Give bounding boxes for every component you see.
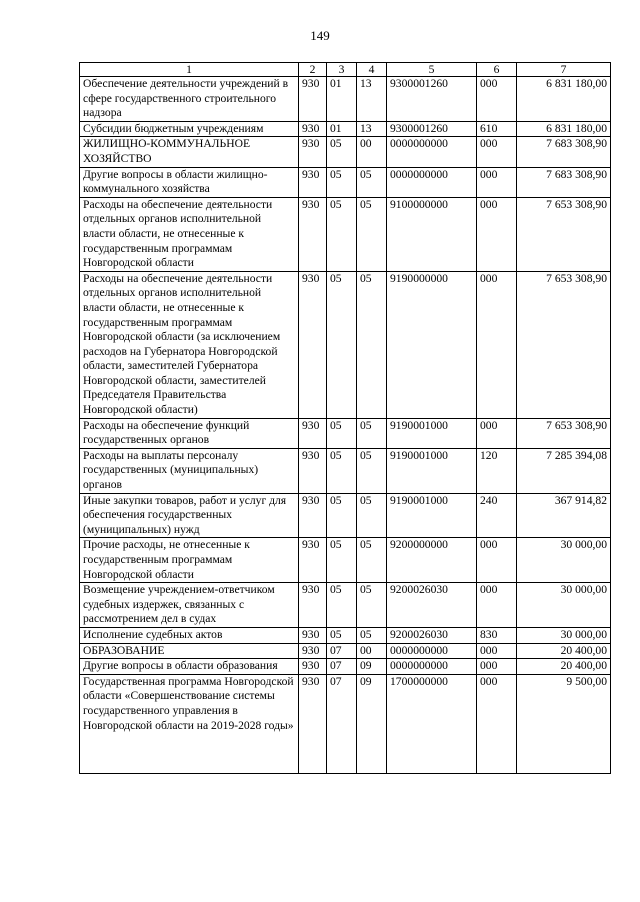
table-row bbox=[80, 627, 611, 643]
cell-section: 05 bbox=[327, 583, 357, 628]
cell-ministry-code: 930 bbox=[299, 271, 327, 418]
cell-expense-type: 000 bbox=[477, 418, 517, 448]
header-cell: 1 bbox=[80, 63, 299, 77]
cell-section: 01 bbox=[327, 77, 357, 122]
cell-section: 07 bbox=[327, 643, 357, 659]
cell-amount: 7 683 308,90 bbox=[517, 137, 611, 167]
cell-section: 05 bbox=[327, 418, 357, 448]
row-name: Расходы на обеспечение деятельности отдельных органов исполнительной власти области, не отнесенные к государственным программам Новгородской области bbox=[80, 197, 299, 271]
cell-section: 05 bbox=[327, 627, 357, 643]
cell-subsection: 05 bbox=[357, 197, 387, 271]
cell-ministry-code: 930 bbox=[299, 77, 327, 122]
row-name: Исполнение судебных актов bbox=[80, 627, 299, 643]
cell-subsection: 00 bbox=[357, 137, 387, 167]
cell-subsection: 05 bbox=[357, 271, 387, 418]
cell-ministry-code: 930 bbox=[299, 121, 327, 137]
table-row bbox=[80, 271, 611, 418]
cell-expense-type: 000 bbox=[477, 167, 517, 197]
cell-ministry-code: 930 bbox=[299, 627, 327, 643]
table-row bbox=[80, 583, 611, 628]
table-row bbox=[80, 674, 611, 773]
cell-expense-type: 000 bbox=[477, 583, 517, 628]
cell-target-article: 0000000000 bbox=[387, 137, 477, 167]
table-row bbox=[80, 659, 611, 675]
cell-subsection: 05 bbox=[357, 167, 387, 197]
row-name: Другие вопросы в области образования bbox=[80, 659, 299, 675]
cell-section: 05 bbox=[327, 137, 357, 167]
row-name: Прочие расходы, не отнесенные к государственным программам Новгородской области bbox=[80, 538, 299, 583]
cell-expense-type: 000 bbox=[477, 538, 517, 583]
cell-ministry-code: 930 bbox=[299, 137, 327, 167]
cell-ministry-code: 930 bbox=[299, 538, 327, 583]
cell-expense-type: 000 bbox=[477, 197, 517, 271]
cell-ministry-code: 930 bbox=[299, 493, 327, 538]
row-name: Возмещение учреждением-ответчиком судебных издержек, связанных с рассмотрением дел в судах bbox=[80, 583, 299, 628]
table-row bbox=[80, 643, 611, 659]
cell-section: 05 bbox=[327, 538, 357, 583]
header-cell: 7 bbox=[517, 63, 611, 77]
cell-target-article: 9200000000 bbox=[387, 538, 477, 583]
cell-target-article: 0000000000 bbox=[387, 167, 477, 197]
cell-section: 05 bbox=[327, 271, 357, 418]
header-cell: 5 bbox=[387, 63, 477, 77]
table-row bbox=[80, 493, 611, 538]
cell-ministry-code: 930 bbox=[299, 197, 327, 271]
cell-target-article: 0000000000 bbox=[387, 659, 477, 675]
cell-ministry-code: 930 bbox=[299, 643, 327, 659]
cell-subsection: 09 bbox=[357, 674, 387, 773]
cell-ministry-code: 930 bbox=[299, 659, 327, 675]
table-row bbox=[80, 167, 611, 197]
cell-amount: 20 400,00 bbox=[517, 659, 611, 675]
cell-expense-type: 000 bbox=[477, 137, 517, 167]
cell-target-article: 1700000000 bbox=[387, 674, 477, 773]
cell-expense-type: 000 bbox=[477, 77, 517, 122]
table-row bbox=[80, 197, 611, 271]
cell-amount: 7 683 308,90 bbox=[517, 167, 611, 197]
cell-amount: 30 000,00 bbox=[517, 538, 611, 583]
table-header-row bbox=[80, 63, 611, 77]
row-name: Обеспечение деятельности учреждений в сфере государственного строительного надзора bbox=[80, 77, 299, 122]
cell-section: 01 bbox=[327, 121, 357, 137]
cell-subsection: 00 bbox=[357, 643, 387, 659]
cell-target-article: 9190001000 bbox=[387, 448, 477, 493]
cell-section: 07 bbox=[327, 674, 357, 773]
cell-amount: 367 914,82 bbox=[517, 493, 611, 538]
cell-amount: 30 000,00 bbox=[517, 627, 611, 643]
cell-subsection: 05 bbox=[357, 538, 387, 583]
header-cell: 2 bbox=[299, 63, 327, 77]
table-row bbox=[80, 77, 611, 122]
cell-subsection: 05 bbox=[357, 448, 387, 493]
row-name: Иные закупки товаров, работ и услуг для обеспечения государственных (муниципальных) нужд bbox=[80, 493, 299, 538]
cell-expense-type: 000 bbox=[477, 674, 517, 773]
cell-target-article: 9200026030 bbox=[387, 583, 477, 628]
cell-expense-type: 000 bbox=[477, 643, 517, 659]
cell-expense-type: 000 bbox=[477, 659, 517, 675]
cell-subsection: 05 bbox=[357, 418, 387, 448]
cell-amount: 7 653 308,90 bbox=[517, 197, 611, 271]
cell-amount: 20 400,00 bbox=[517, 643, 611, 659]
cell-ministry-code: 930 bbox=[299, 448, 327, 493]
cell-section: 05 bbox=[327, 448, 357, 493]
cell-amount: 7 653 308,90 bbox=[517, 271, 611, 418]
cell-amount: 6 831 180,00 bbox=[517, 77, 611, 122]
cell-target-article: 0000000000 bbox=[387, 643, 477, 659]
cell-target-article: 9200026030 bbox=[387, 627, 477, 643]
header-cell: 6 bbox=[477, 63, 517, 77]
cell-ministry-code: 930 bbox=[299, 674, 327, 773]
row-name: Расходы на выплаты персоналу государственных (муниципальных) органов bbox=[80, 448, 299, 493]
cell-ministry-code: 930 bbox=[299, 167, 327, 197]
row-name: ОБРАЗОВАНИЕ bbox=[80, 643, 299, 659]
cell-amount: 30 000,00 bbox=[517, 583, 611, 628]
cell-target-article: 9190001000 bbox=[387, 493, 477, 538]
row-name: Государственная программа Новгородской области «Совершенствование системы государственного управления в Новгородской области на 2019-2028 годы» bbox=[80, 674, 299, 773]
table-row bbox=[80, 538, 611, 583]
page-number: 149 bbox=[310, 28, 330, 43]
row-name: Другие вопросы в области жилищно-коммунального хозяйства bbox=[80, 167, 299, 197]
cell-expense-type: 240 bbox=[477, 493, 517, 538]
cell-subsection: 05 bbox=[357, 583, 387, 628]
cell-amount: 7 285 394,08 bbox=[517, 448, 611, 493]
cell-subsection: 13 bbox=[357, 121, 387, 137]
header-cell: 3 bbox=[327, 63, 357, 77]
cell-section: 05 bbox=[327, 493, 357, 538]
cell-expense-type: 000 bbox=[477, 271, 517, 418]
cell-amount: 9 500,00 bbox=[517, 674, 611, 773]
budget-table bbox=[79, 62, 611, 774]
row-name: Субсидии бюджетным учреждениям bbox=[80, 121, 299, 137]
header-cell: 4 bbox=[357, 63, 387, 77]
cell-target-article: 9300001260 bbox=[387, 121, 477, 137]
cell-target-article: 9190001000 bbox=[387, 418, 477, 448]
row-name: Расходы на обеспечение деятельности отдельных органов исполнительной власти области, не отнесенные к государственным программам Новгородской области (за исключением расходов на Губернатора Новгородской области, заместителей Губернатора Новгородской области, заместителей Председателя Правительства Новгородской области) bbox=[80, 271, 299, 418]
table-row bbox=[80, 418, 611, 448]
cell-ministry-code: 930 bbox=[299, 583, 327, 628]
cell-subsection: 09 bbox=[357, 659, 387, 675]
cell-amount: 6 831 180,00 bbox=[517, 121, 611, 137]
cell-section: 07 bbox=[327, 659, 357, 675]
cell-section: 05 bbox=[327, 167, 357, 197]
row-name: ЖИЛИЩНО-КОММУНАЛЬНОЕ ХОЗЯЙСТВО bbox=[80, 137, 299, 167]
cell-expense-type: 610 bbox=[477, 121, 517, 137]
cell-amount: 7 653 308,90 bbox=[517, 418, 611, 448]
cell-expense-type: 830 bbox=[477, 627, 517, 643]
cell-section: 05 bbox=[327, 197, 357, 271]
cell-subsection: 05 bbox=[357, 627, 387, 643]
cell-ministry-code: 930 bbox=[299, 418, 327, 448]
cell-target-article: 9300001260 bbox=[387, 77, 477, 122]
table-row bbox=[80, 121, 611, 137]
cell-target-article: 9100000000 bbox=[387, 197, 477, 271]
table-row bbox=[80, 137, 611, 167]
cell-target-article: 9190000000 bbox=[387, 271, 477, 418]
row-name: Расходы на обеспечение функций государственных органов bbox=[80, 418, 299, 448]
cell-expense-type: 120 bbox=[477, 448, 517, 493]
cell-subsection: 13 bbox=[357, 77, 387, 122]
table-row bbox=[80, 448, 611, 493]
cell-subsection: 05 bbox=[357, 493, 387, 538]
